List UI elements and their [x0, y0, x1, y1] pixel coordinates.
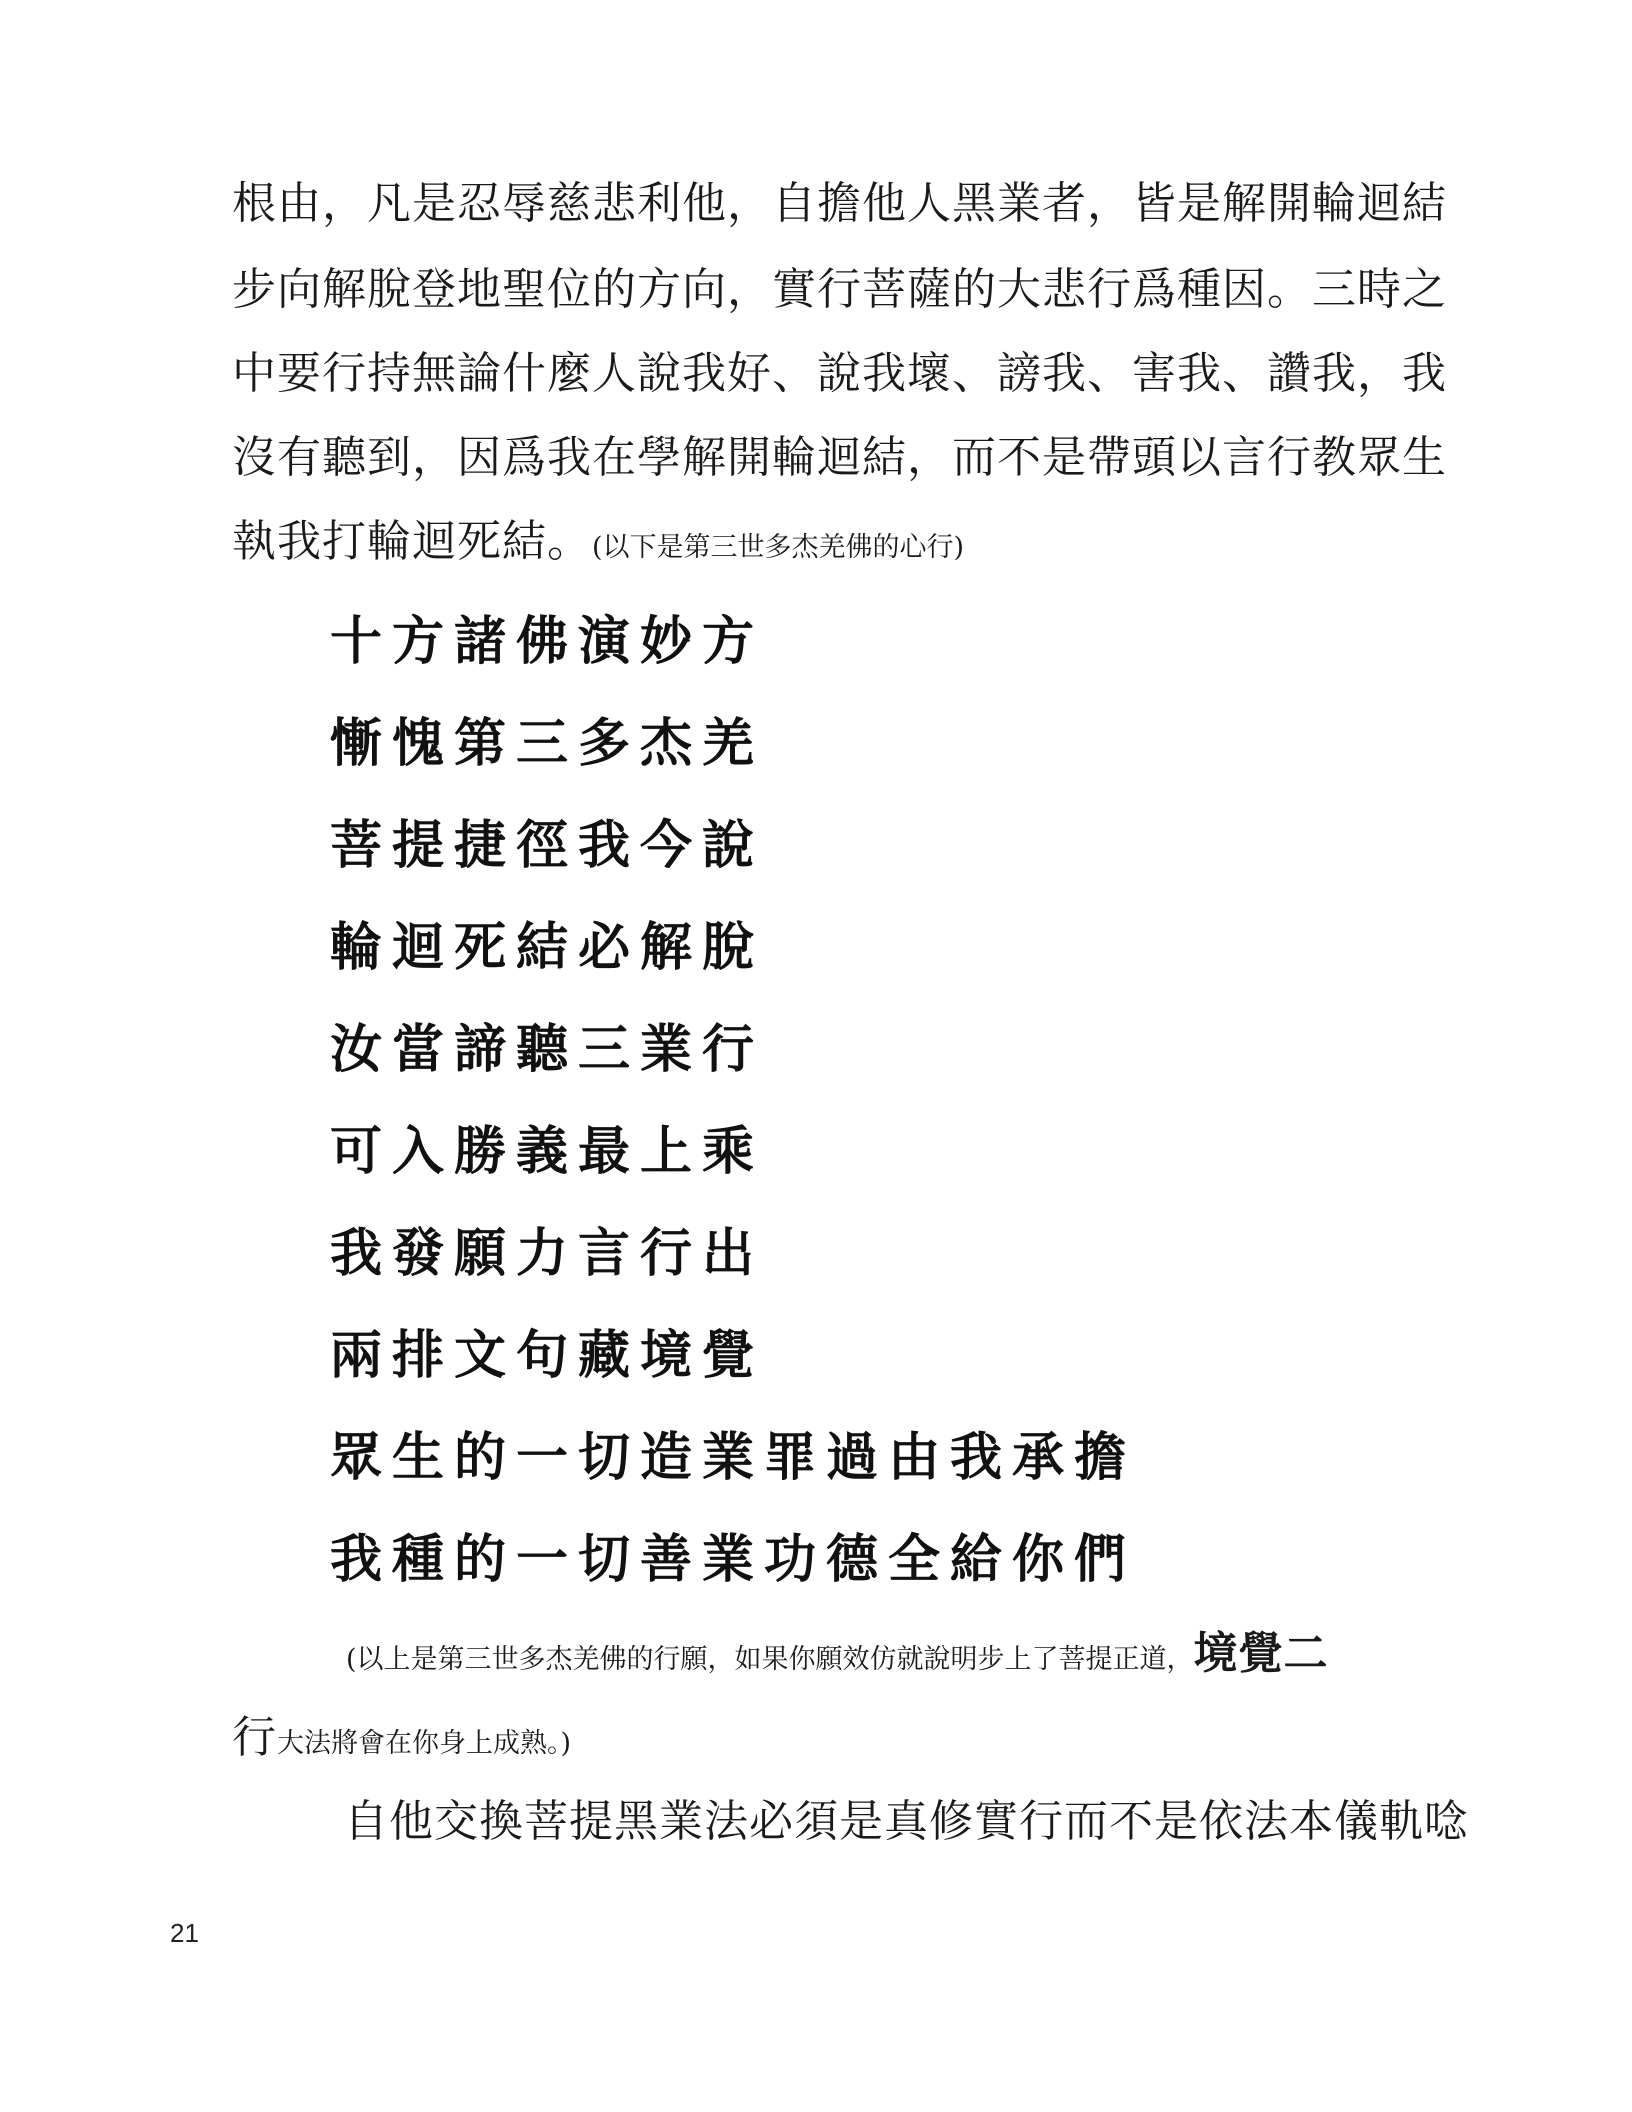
verse-line: 輪迴死結必解脫	[330, 918, 765, 978]
verse-line: 兩排文句藏境覺	[330, 1326, 765, 1386]
note-text: (以上是第三世多杰羌佛的行願，如果你願效仿就說明步上了菩提正道，	[346, 1644, 1194, 1675]
note-emphasis: 境覺二	[1193, 1628, 1329, 1679]
paragraph-line: 中要行持無論什麼人說我好、說我壞、謗我、害我、讚我，我	[232, 348, 1447, 399]
paragraph-last-line	[232, 516, 1452, 567]
verse-line: 菩提捷徑我今說	[330, 816, 765, 876]
verse-line: 可入勝義最上乘	[330, 1122, 765, 1182]
verse-line: 十方諸佛演妙方	[330, 612, 765, 672]
verse-line: 我種的一切善業功德全給你們	[330, 1530, 1137, 1590]
paragraph-last-line-text: 執我打輪迴死結。	[232, 516, 592, 567]
closing-line: 自他交換菩提黑業法必須是真修實行而不是依法本儀軌唸	[344, 1796, 1469, 1847]
note-emphasis: 行	[232, 1712, 277, 1763]
note-line-2	[232, 1712, 1452, 1763]
paragraph-note: (以下是第三世多杰羌佛的心行)	[592, 532, 965, 563]
verse-line: 我發願力言行出	[330, 1224, 765, 1284]
paragraph-line: 步向解脫登地聖位的方向，實行菩薩的大悲行爲種因。三時之	[232, 264, 1447, 315]
note-line-1	[346, 1628, 1446, 1679]
verse-line: 慚愧第三多杰羌	[330, 714, 765, 774]
verse-line: 汝當諦聽三業行	[330, 1020, 765, 1080]
verse-line: 眾生的一切造業罪過由我承擔	[330, 1428, 1137, 1488]
paragraph-line: 根由，凡是忍辱慈悲利他，自擔他人黑業者，皆是解開輪迴結	[232, 178, 1447, 229]
note-text: 大法將會在你身上成熟。)	[277, 1728, 572, 1759]
paragraph-line: 沒有聽到，因爲我在學解開輪迴結，而不是帶頭以言行教眾生	[232, 432, 1447, 483]
page-number: 21	[170, 1918, 199, 1948]
